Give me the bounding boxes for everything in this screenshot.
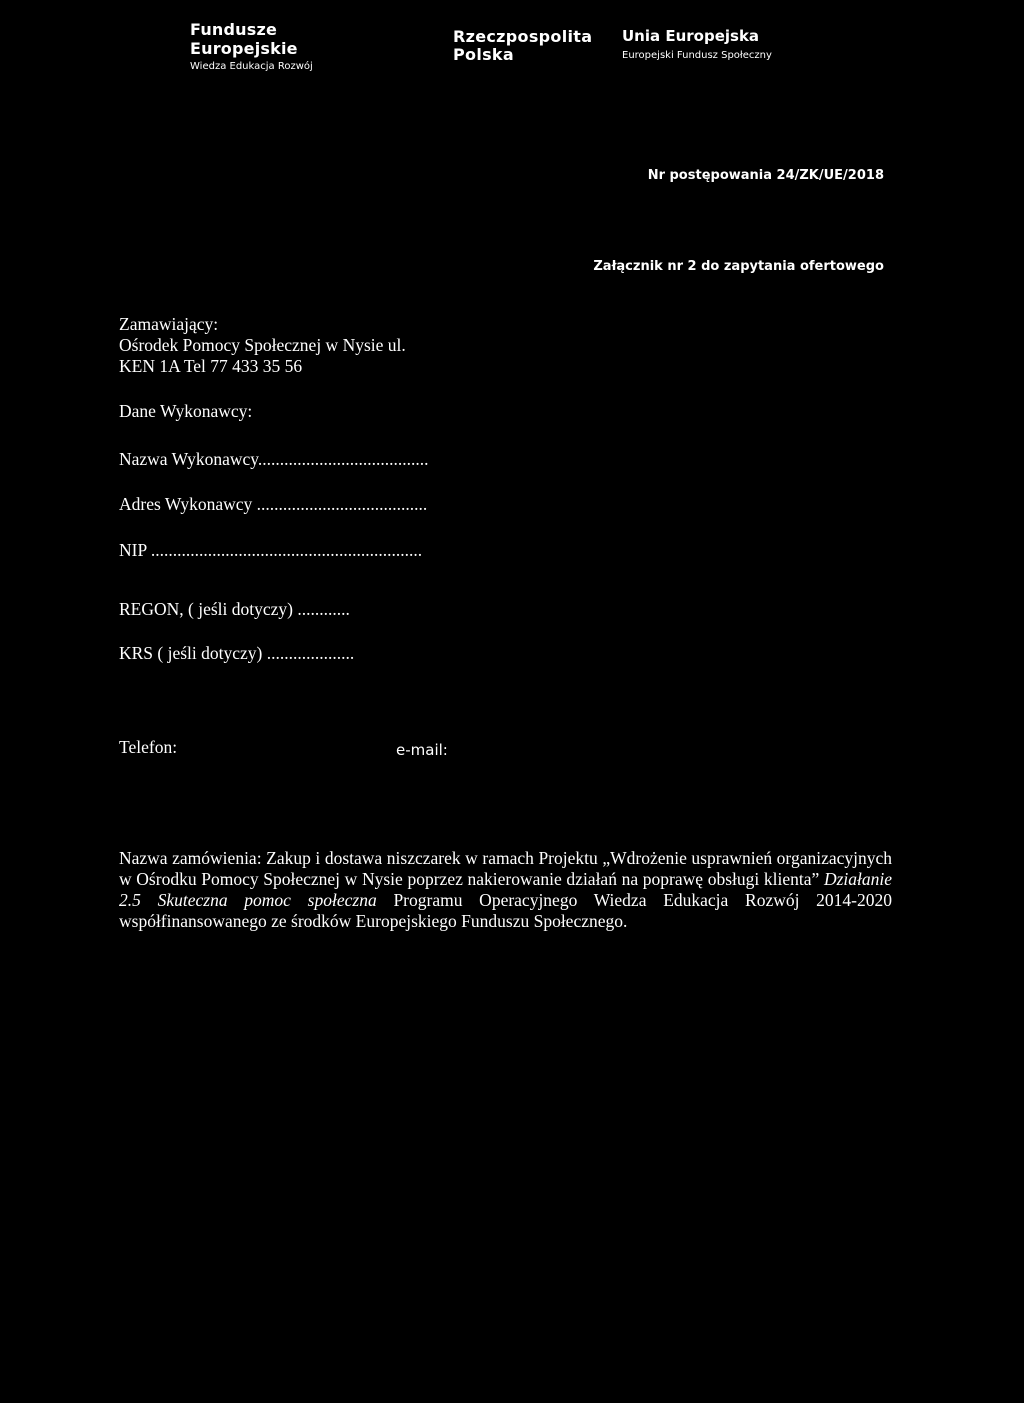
order-text-italic: Działanie 2.5 Skuteczna pomoc społeczna	[119, 869, 893, 910]
contracting-authority	[119, 314, 406, 377]
order-text-part1: Nazwa zamówienia: Zakup i dostawa niszczarek w ramach Projektu „Wdrożenie usprawnień organizacyjnych w Ośrodku Pomocy Społecznej w Nysie poprzez nakierowanie działań na poprawę obsługi klienta”	[119, 848, 892, 889]
logo-fundusze-europejskie	[190, 20, 313, 74]
logo-fe-line1: Fundusze	[190, 20, 278, 39]
phone-label: Telefon:	[119, 737, 178, 757]
order-text-part2: Programu Operacyjnego Wiedza Edukacja Rozwój 2014-2020 współfinansowanego ze środków Europejskiego Funduszu Społecznego.	[119, 890, 893, 931]
contracting-line2: Ośrodek Pomocy Społecznej w Nysie ul.	[119, 335, 406, 355]
attachment-label: Załącznik nr 2 do zapytania ofertowego	[593, 259, 884, 274]
regon-field: REGON, ( jeśli dotyczy) ............	[119, 599, 350, 619]
contracting-line1: Zamawiający:	[119, 314, 219, 334]
logo-fe-line2: Europejskie	[190, 39, 298, 58]
contractor-heading: Dane Wykonawcy:	[119, 401, 253, 421]
logo-rzeczpospolita-polska	[453, 28, 592, 64]
contractor-name-field: Nazwa Wykonawcy.......................................	[119, 449, 429, 469]
order-description	[119, 848, 892, 932]
krs-field: KRS ( jeśli dotyczy) ....................	[119, 643, 355, 663]
nip-field: NIP ..............................................................	[119, 540, 423, 560]
logo-unia-europejska	[622, 27, 772, 63]
logo-ue-line2: Europejski Fundusz Społeczny	[622, 50, 772, 61]
case-number: Nr postępowania 24/ZK/UE/2018	[647, 168, 884, 183]
logo-ue-line1: Unia Europejska	[622, 27, 760, 45]
contractor-address-field: Adres Wykonawcy .......................................	[119, 494, 428, 514]
logo-fe-line3: Wiedza Edukacja Rozwój	[190, 61, 313, 72]
email-label: e-mail:	[396, 741, 448, 759]
contracting-line3: KEN 1A Tel 77 433 35 56	[119, 356, 303, 376]
logo-rp-line1: Rzeczpospolita	[453, 27, 593, 46]
logo-rp-line2: Polska	[453, 45, 514, 64]
